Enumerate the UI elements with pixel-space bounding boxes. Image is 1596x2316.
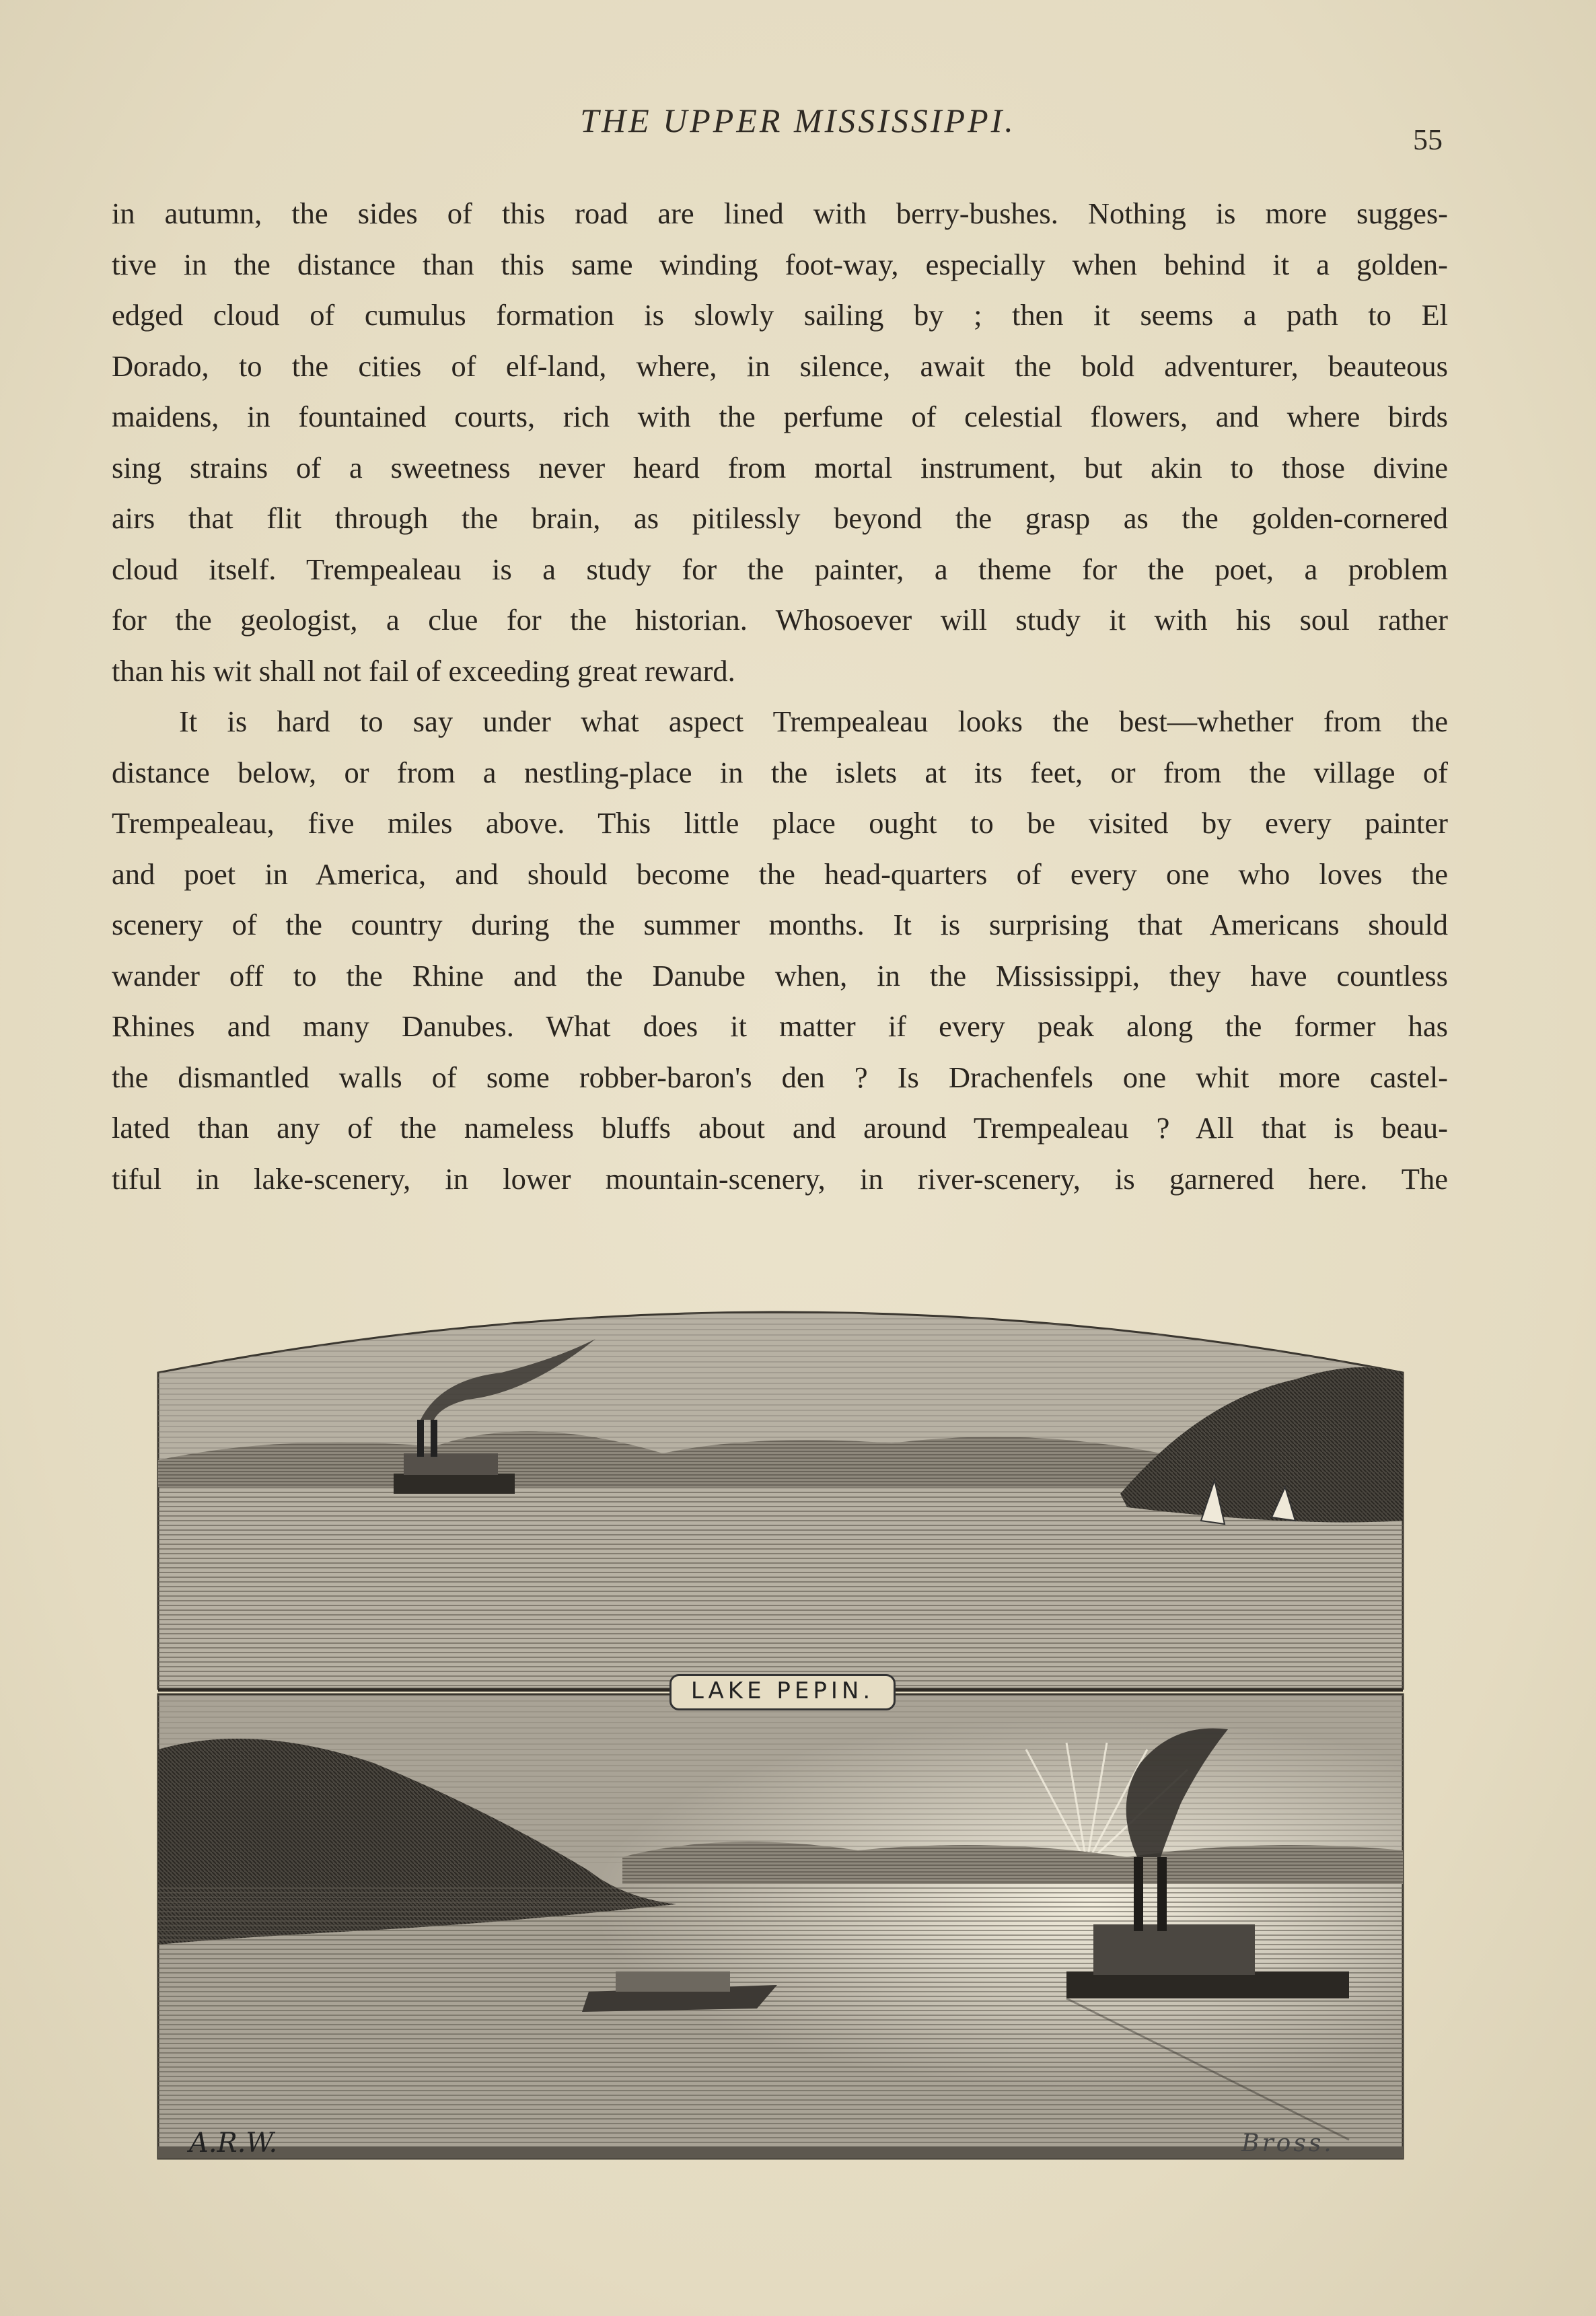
- text-line: tiful in lake-scenery, in lower mountain-scenery, in river-scenery, is garnered here. The: [112, 1161, 1448, 1196]
- text-line: in autumn, the sides of this road are lined with berry-bushes. Nothing is more sugges-: [112, 196, 1448, 230]
- text-line: distance below, or from a nestling-place in the islets at its feet, or from the village of: [112, 755, 1448, 789]
- engraving-illustration: [151, 1278, 1410, 2180]
- running-title: THE UPPER MISSISSIPPI.: [580, 102, 1016, 139]
- text-line: Rhines and many Danubes. What does it matter if every peak along the former has: [112, 1009, 1448, 1043]
- text-line: It is hard to say under what aspect Trempealeau looks the best—whether from the: [179, 704, 1448, 738]
- text-line: the dismantled walls of some robber-baron's den ? Is Drachenfels one whit more castel-: [112, 1060, 1448, 1094]
- text-line: cloud itself. Trempealeau is a study for the painter, a theme for the poet, a problem: [112, 552, 1448, 586]
- text-line: lated than any of the nameless bluffs about and around Trempealeau ? All that is beau-: [112, 1111, 1448, 1145]
- engraving-artwork: [151, 1278, 1410, 2180]
- page-number: 55: [1413, 123, 1443, 156]
- text-line: for the geologist, a clue for the historian. Whosoever will study it with his soul rather: [112, 603, 1448, 637]
- text-line: than his wit shall not fail of exceeding great reward.: [112, 653, 735, 688]
- figure-caption: LAKE PEPIN.: [669, 1674, 896, 1710]
- text-line: maidens, in fountained courts, rich with the perfume of celestial flowers, and where birds: [112, 400, 1448, 433]
- text-line: edged cloud of cumulus formation is slowly sailing by ; then it seems a path to El: [112, 298, 1448, 332]
- engraver-signature-left: A.R.W.: [189, 2128, 278, 2159]
- text-line: sing strains of a sweetness never heard from mortal instrument, but akin to those divine: [112, 450, 1448, 484]
- text-line: tive in the distance than this same winding foot-way, especially when behind it a golden-: [112, 247, 1448, 281]
- text-line: Dorado, to the cities of elf-land, where, in silence, await the bold adventurer, beauteous: [112, 349, 1448, 383]
- text-line: Trempealeau, five miles above. This little place ought to be visited by every painter: [112, 806, 1448, 840]
- text-line: and poet in America, and should become the head-quarters of every one who loves the: [112, 857, 1448, 891]
- text-line: airs that flit through the brain, as pitilessly beyond the grasp as the golden-cornered: [112, 501, 1448, 535]
- text-line: wander off to the Rhine and the Danube when, in the Mississippi, they have countless: [112, 958, 1448, 992]
- body-text: [112, 188, 1448, 1204]
- text-line: scenery of the country during the summer months. It is surprising that Americans should: [112, 908, 1448, 941]
- engraver-signature-right: Bross.: [1241, 2130, 1334, 2157]
